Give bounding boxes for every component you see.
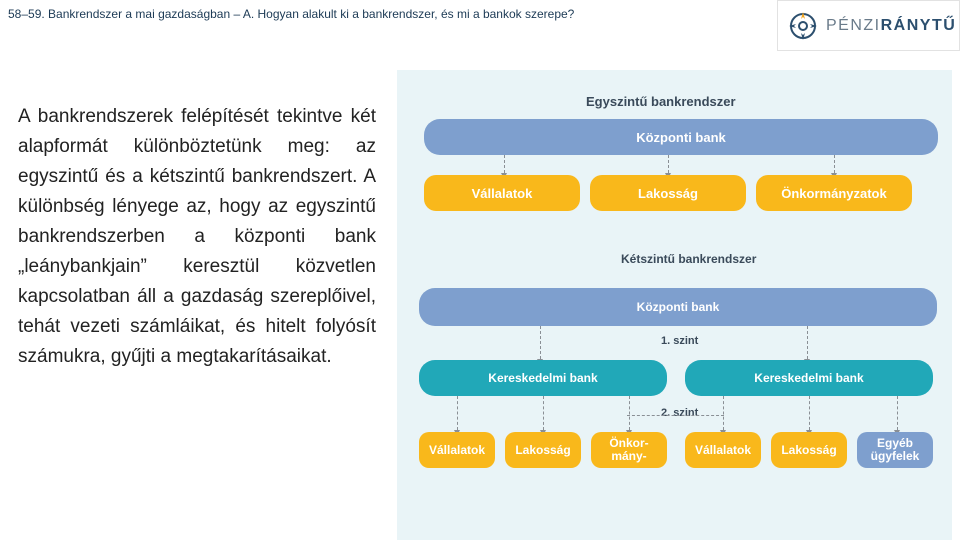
arrow	[834, 155, 835, 173]
level-1-label: 1. szint	[661, 335, 699, 347]
logo-text: PÉNZIRÁNYTŰ	[826, 16, 957, 34]
arrow	[629, 396, 630, 430]
arrow	[668, 155, 669, 173]
arrow	[457, 396, 458, 430]
bank-system-diagram	[397, 70, 952, 540]
arrow	[540, 326, 541, 359]
commercial-bank-2: Kereskedelmi bank	[685, 360, 933, 396]
page-title: 58–59. Bankrendszer a mai gazdaságban – A. Hogyan alakult ki a bankrendszer, és mi a bankok szerepe?	[8, 7, 575, 21]
two-tier-title: Kétszintű bankrendszer	[621, 252, 757, 266]
logo	[777, 0, 960, 51]
two-tier-central-bank: Központi bank	[419, 288, 937, 326]
arrow	[897, 396, 898, 430]
two-tier-box-municipalities: Önkor- mány-	[591, 432, 667, 468]
one-tier-central-bank: Központi bank	[424, 119, 938, 155]
arrow	[504, 155, 505, 173]
two-tier-box-households-2: Lakosság	[771, 432, 847, 468]
two-tier-box-households-1: Lakosság	[505, 432, 581, 468]
arrow	[723, 396, 724, 430]
two-tier-box-companies-2: Vállalatok	[685, 432, 761, 468]
compass-icon	[788, 11, 818, 41]
commercial-bank-1: Kereskedelmi bank	[419, 360, 667, 396]
two-tier-box-companies-1: Vállalatok	[419, 432, 495, 468]
two-tier-box-other-clients: Egyéb ügyfelek	[857, 432, 933, 468]
connector-line	[627, 415, 724, 416]
level-2-label: 2. szint	[661, 407, 699, 419]
arrow	[809, 396, 810, 430]
one-tier-box-municipalities: Önkormányzatok	[756, 175, 912, 211]
one-tier-box-companies: Vállalatok	[424, 175, 580, 211]
arrow	[543, 396, 544, 430]
one-tier-title: Egyszintű bankrendszer	[586, 94, 736, 109]
body-paragraph: A bankrendszerek felépítését tekintve két alapformát különböztetünk meg: az egyszintű és a kétszintű bankrendszert. A különbség lényege az, hogy az egyszintű bankrendszerben a központi bank „leánybankjain” keresztül közvetlen kapcsolatban áll a gazdaság szereplőivel, tehát vezeti számláikat, és hitelt folyósít számukra, gyűjti a megtakarításaikat.	[18, 106, 376, 367]
arrow	[807, 326, 808, 359]
one-tier-box-households: Lakosság	[590, 175, 746, 211]
